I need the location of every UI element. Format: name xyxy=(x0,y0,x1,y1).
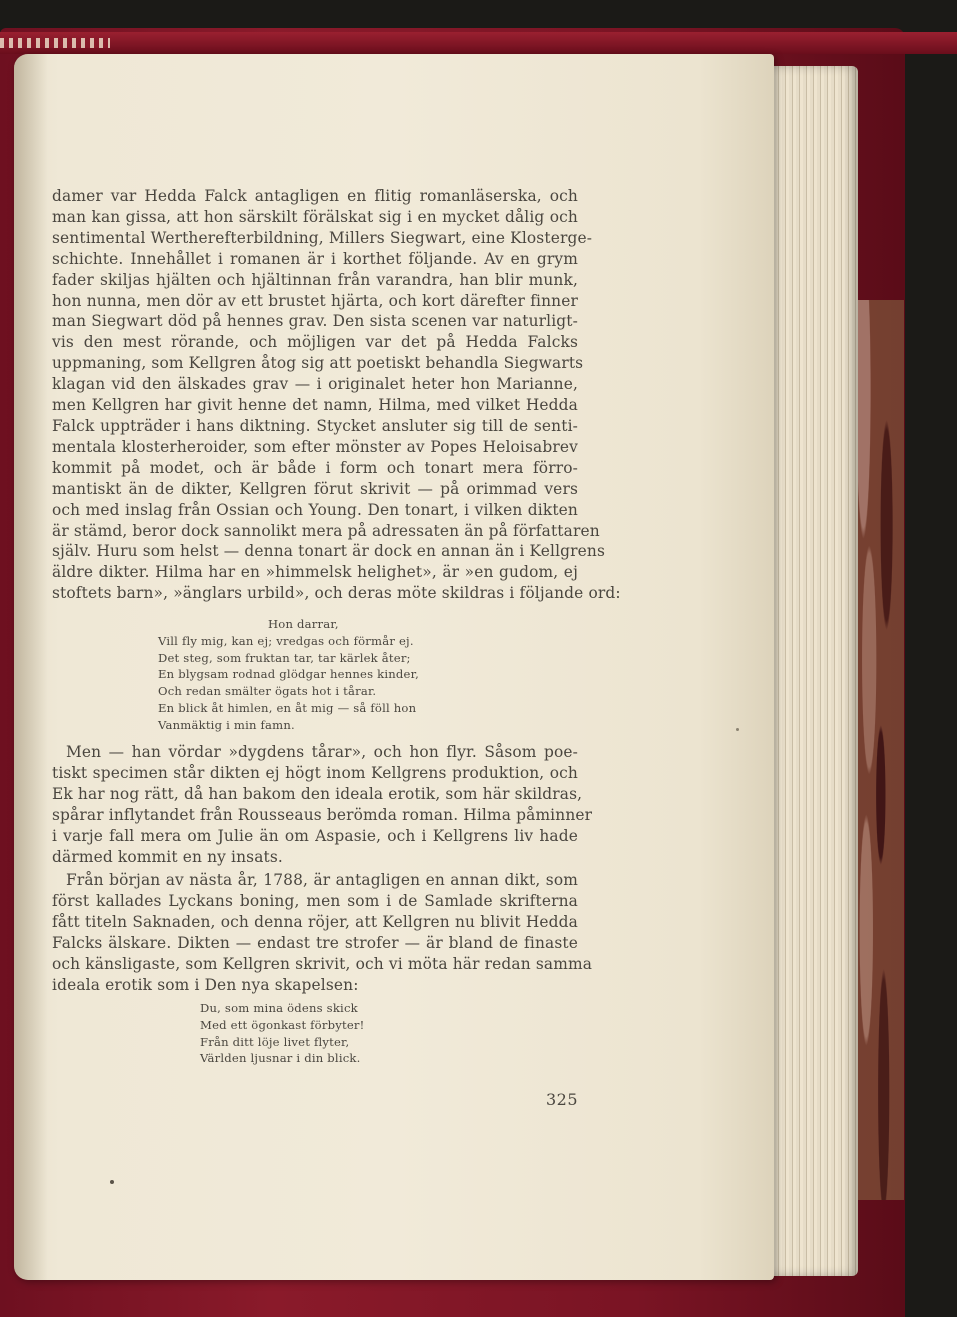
text-line: och känsligaste, som Kellgren skrivit, och vi möta här redan samma xyxy=(52,954,593,973)
poem-line: Världen ljusnar i din blick. xyxy=(200,1051,361,1066)
text-line: uppmaning, som Kellgren åtog sig att poetiskt behandla Siegwarts xyxy=(52,354,584,373)
text-line: stoftets barn», »änglars urbild», och deras möte skildras i följande ord: xyxy=(52,584,621,603)
text-line: därmed kommit en ny insats. xyxy=(52,847,283,866)
gutter-shadow xyxy=(14,54,48,1280)
ink-speck xyxy=(110,1180,114,1184)
text-line: äldre dikter. Hilma har en »himmelsk helighet», är »en gudom, ej xyxy=(52,563,578,582)
text-line: Ek har nog rätt, då han bakom den ideala erotik, som här skildras, xyxy=(52,784,583,803)
text-line: Men — han vördar »dygdens tårar», och hon flyr. Såsom poe- xyxy=(66,743,578,761)
text-line: först kallades Lyckans boning, men som i de Samlade skrifterna xyxy=(52,891,578,910)
text-line: hon nunna, men dör av ett brustet hjärta, och kort därefter finner xyxy=(52,291,578,310)
poem-line: Det steg, som fruktan tar, tar kärlek åter; xyxy=(158,650,411,665)
page-number: 325 xyxy=(546,1090,579,1109)
text-line: men Kellgren har givit henne det namn, Hilma, med vilket Hedda xyxy=(52,396,578,415)
text-line: schichte. Innehållet i romanen är i korthet följande. Av en grym xyxy=(52,249,578,268)
paragraph-3 xyxy=(52,870,593,995)
text-line: klagan vid den älskades grav — i originalet heter hon Marianne, xyxy=(52,375,578,394)
poem-quote-1 xyxy=(158,616,419,734)
text-line: mantiskt än de dikter, Kellgren förut skrivit — på orimmad vers xyxy=(52,479,578,498)
text-line: fått titeln Saknaden, och denna röjer, att Kellgren nu blivit Hedda xyxy=(52,912,578,931)
text-line: är stämd, beror dock sannolikt mera på adressaten än på författaren xyxy=(52,521,600,540)
text-line: tiskt specimen står dikten ej högt inom Kellgrens produktion, och xyxy=(52,763,578,782)
poem-line: Från ditt löje livet flyter, xyxy=(200,1034,350,1049)
text-line: man Siegwart död på hennes grav. Den sista scenen var naturligt- xyxy=(52,312,578,331)
text-line: själv. Huru som helst — denna tonart är dock en annan än i Kellgrens xyxy=(52,542,606,561)
text-line: Falcks älskare. Dikten — endast tre strofer — är bland de finaste xyxy=(52,933,578,952)
text-line: damer var Hedda Falck antagligen en flitig romanläserska, och xyxy=(52,187,578,205)
text-line: Från början av nästa år, 1788, är antagligen en annan dikt, som xyxy=(66,871,578,889)
text-line: och med inslag från Ossian och Young. Den tonart, i vilken dikten xyxy=(52,500,578,519)
poem-line: En blick åt himlen, en åt mig — så föll hon xyxy=(158,700,417,715)
text-line: i varje fall mera om Julie än om Aspasie, och i Kellgrens liv hade xyxy=(52,826,578,845)
poem-quote-2 xyxy=(200,1000,365,1067)
poem-line: Med ett ögonkast förbyter! xyxy=(200,1017,365,1032)
poem-line: Vill fly mig, kan ej; vredgas och förmår ej. xyxy=(158,633,414,648)
poem-line: Hon darrar, xyxy=(268,617,339,631)
text-line: vis den mest rörande, och möjligen var det på Hedda Falcks xyxy=(52,333,578,352)
text-line: Falck uppträder i hans diktning. Stycket ansluter sig till de senti- xyxy=(52,416,578,435)
poem-line: En blygsam rodnad glödgar hennes kinder, xyxy=(158,667,419,682)
poem-line: Vanmäktig i min famn. xyxy=(158,717,295,732)
text-line: spårar inflytandet från Rousseaus berömda roman. Hilma påminner xyxy=(52,805,593,824)
text-line: kommit på modet, och är både i form och tonart mera förro- xyxy=(52,458,578,477)
text-line: ideala erotik som i Den nya skapelsen: xyxy=(52,975,359,994)
text-line: man kan gissa, att hon särskilt förälskat sig i en mycket dålig och xyxy=(52,207,578,226)
text-line: sentimental Wertherefterbildning, Millers Siegwart, eine Klosterge- xyxy=(52,228,593,247)
poem-line: Du, som mina ödens skick xyxy=(200,1001,358,1015)
poem-line: Och redan smälter ögats hot i tårar. xyxy=(158,684,377,699)
cover-top-edge xyxy=(0,32,957,54)
paragraph-1 xyxy=(52,186,621,604)
paragraph-2 xyxy=(52,742,593,867)
ink-speck xyxy=(736,728,739,731)
text-line: mentala klosterheroider, som efter mönster av Popes Heloisabrev xyxy=(52,437,578,456)
text-line: fader skiljas hjälten och hjältinnan från varandra, han blir munk, xyxy=(52,270,578,289)
